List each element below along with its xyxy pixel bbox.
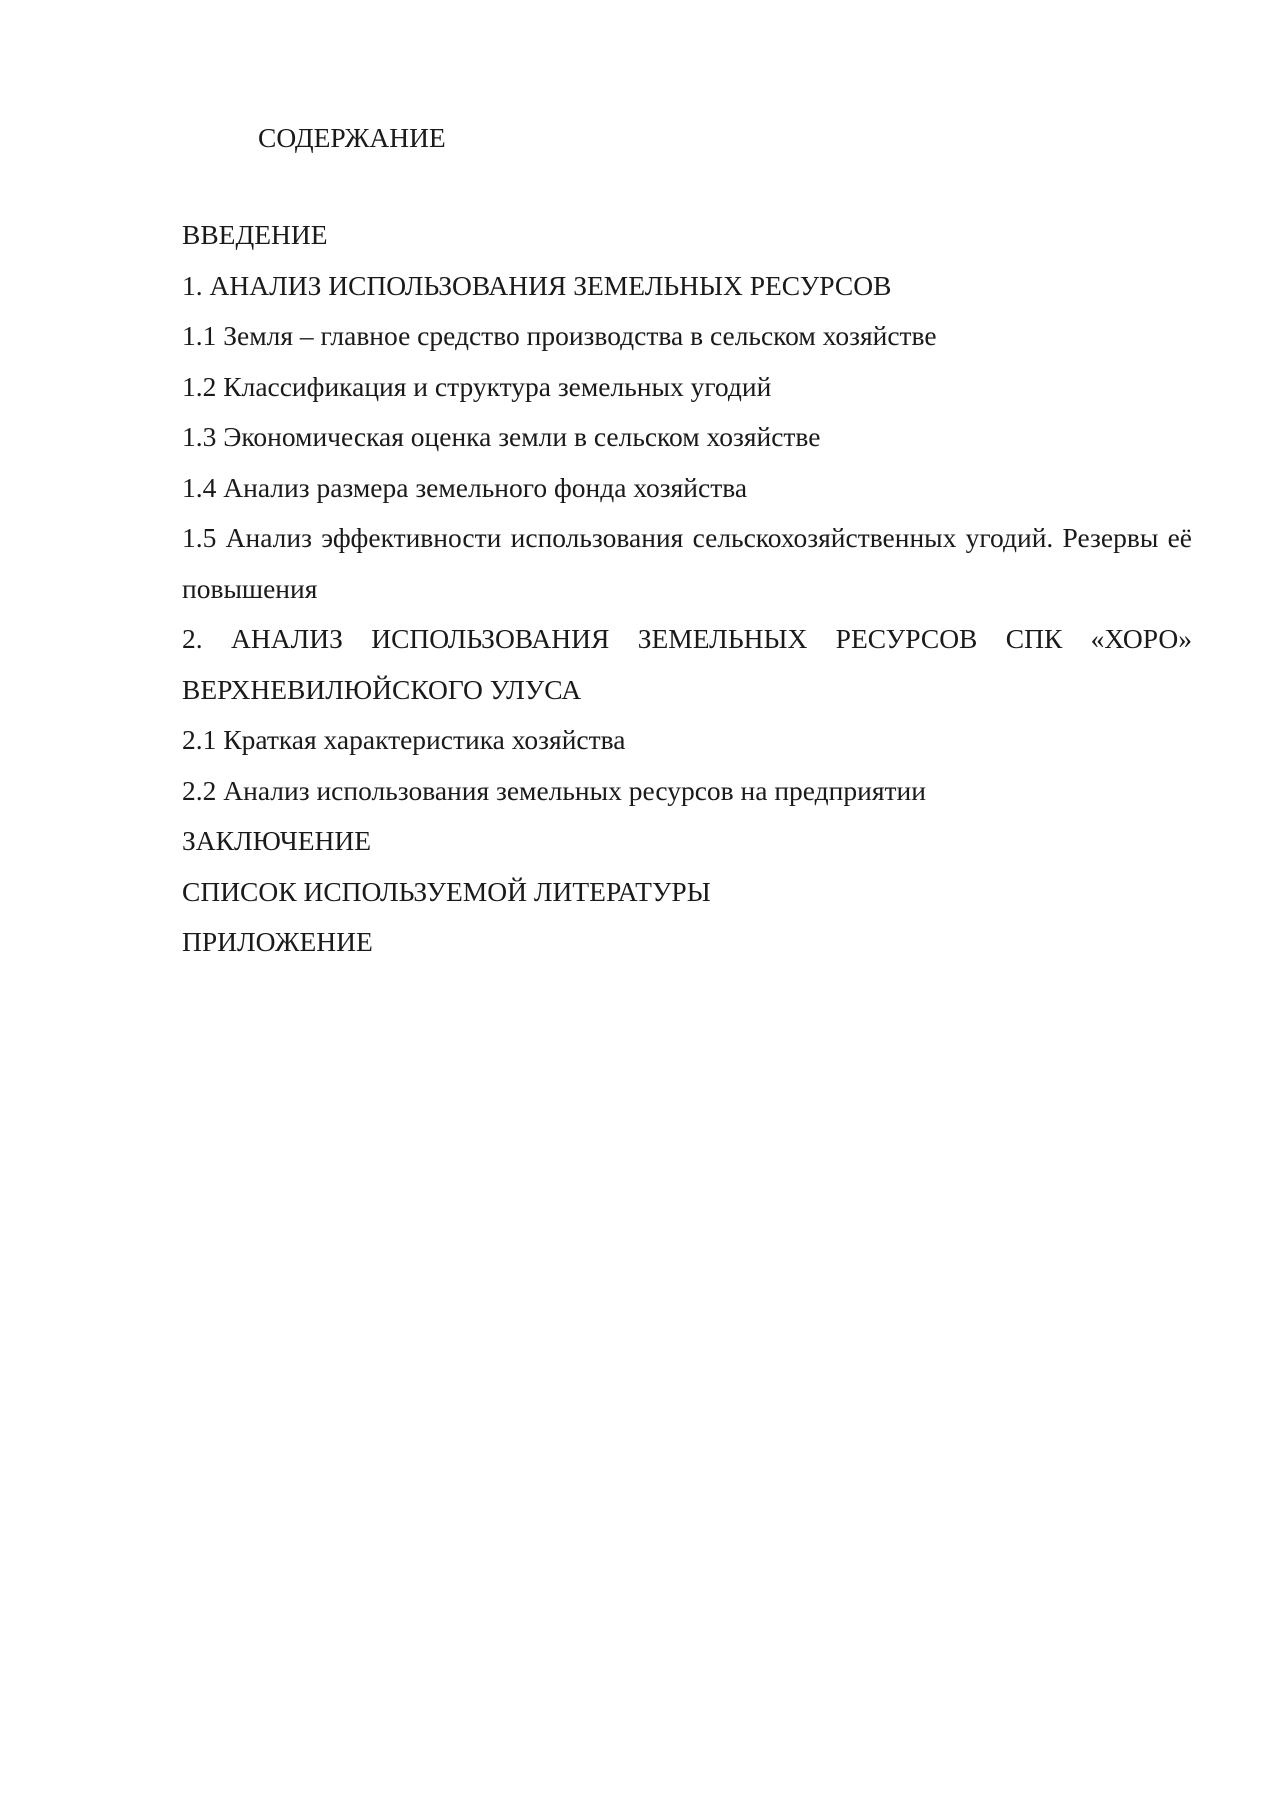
toc-entry-chapter-1: 1. АНАЛИЗ ИСПОЛЬЗОВАНИЯ ЗЕМЕЛЬНЫХ РЕСУРСОВ <box>182 269 892 301</box>
toc-entry-chapter-2: 2. АНАЛИЗ ИСПОЛЬЗОВАНИЯ ЗЕМЕЛЬНЫХ РЕСУРСОВ СПК «ХОРО» ВЕРХНЕВИЛЮЙСКОГО УЛУСА <box>182 623 1192 705</box>
toc-title: СОДЕРЖАНИЕ <box>258 122 446 153</box>
toc-entry-2-2: 2.2 Анализ использования земельных ресурсов на предприятии <box>182 774 926 806</box>
toc-entry-bibliography: СПИСОК ИСПОЛЬЗУЕМОЙ ЛИТЕРАТУРЫ <box>182 875 711 907</box>
toc-entry-1-2: 1.2 Классификация и структура земельных угодий <box>182 370 772 402</box>
toc-entry-1-1: 1.1 Земля – главное средство производства в сельском хозяйстве <box>182 320 937 351</box>
toc-entry-1-5: 1.5 Анализ эффективности использования сельскохозяйственных угодий. Резервы её повышения <box>182 522 1192 604</box>
toc-entry-1-4: 1.4 Анализ размера земельного фонда хозяйства <box>182 471 748 503</box>
toc-entry-2-1: 2.1 Краткая характеристика хозяйства <box>182 724 626 755</box>
table-of-contents <box>182 210 1192 968</box>
toc-entry-conclusion: ЗАКЛЮЧЕНИЕ <box>182 825 372 856</box>
toc-entry-introduction: ВВЕДЕНИЕ <box>182 219 328 250</box>
toc-entry-1-3: 1.3 Экономическая оценка земли в сельском хозяйстве <box>182 421 821 452</box>
toc-entry-appendix: ПРИЛОЖЕНИЕ <box>182 926 373 957</box>
